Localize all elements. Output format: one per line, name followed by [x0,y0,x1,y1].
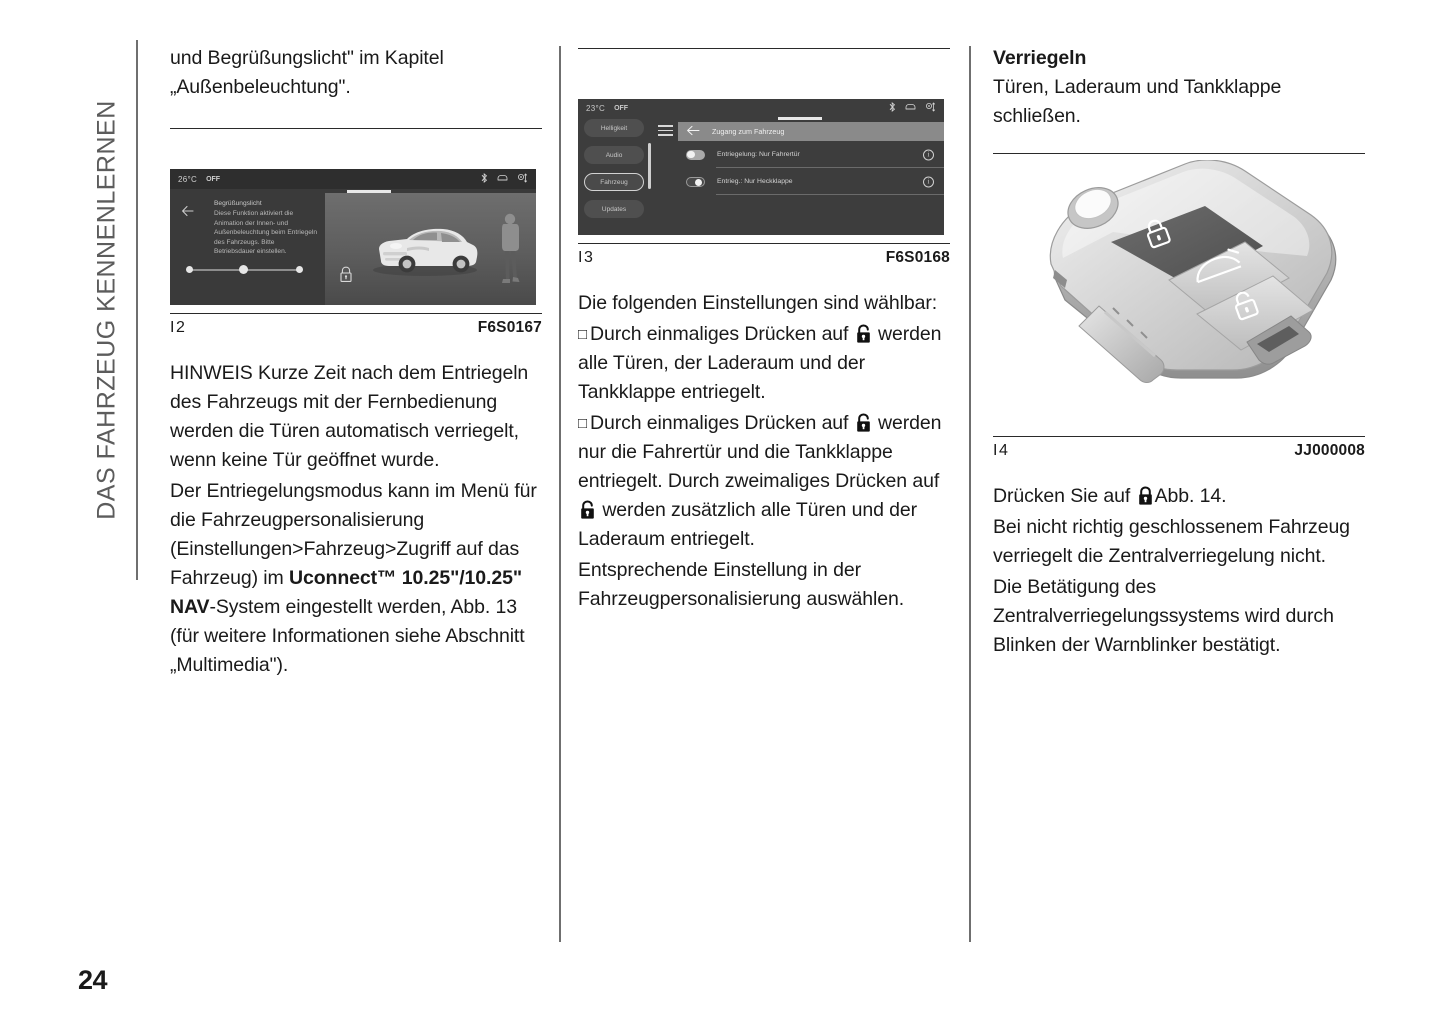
screen-status-bar [170,169,536,189]
column-divider-right [969,46,971,942]
location-icon [925,102,936,114]
sidebar-item-updates[interactable]: Updates [584,200,644,218]
bluetooth-icon [481,173,488,185]
figure-13-caption [578,244,950,267]
unlock-mode-paragraph [170,477,542,680]
unlock-mode-text-tail: -System eingestellt werden, Abb. 13 (für weitere Informationen siehe Abschnitt „Multimedia"). [170,596,525,676]
column-one [170,44,542,682]
section-heading-verriegeln: Verriegeln [993,47,1087,69]
back-arrow-icon[interactable] [686,123,700,141]
figure-14-top-rule [993,153,1365,154]
toggle-driver-door[interactable] [686,150,705,160]
figure-14-caption [993,437,1365,460]
bullet-1-text-a: Durch einmaliges Drücken auf [589,323,849,345]
figure-12-code: F6S0167 [477,319,542,336]
figure-12 [170,128,542,337]
figure-12-top-rule [170,128,542,129]
lock-icon [339,266,353,283]
bullet-2-text-a: Durch einmaliges Drücken auf [589,412,849,434]
car-icon [497,174,508,184]
tab-indicator-2 [778,117,822,120]
screen2-header-bar [678,122,944,141]
uconnect-screen-vehicle-access [578,99,944,235]
column-divider-left [559,46,561,942]
duration-slider[interactable] [186,263,304,277]
figure-13-top-rule [578,48,950,49]
location-icon [517,173,528,185]
chapter-tab [78,40,138,580]
unlock-icon [855,413,872,433]
key-fob-illustration [993,160,1365,428]
welcome-light-title: Begrüßungslicht [214,200,262,207]
bullet-marker: □ [578,326,587,343]
info-icon[interactable]: i [923,149,934,160]
bullet-2-text-c: werden zusätzlich alle Türen und der Laderaum entriegelt. [578,499,918,550]
sidebar-item-audio[interactable]: Audio [584,146,644,164]
car-icon [905,103,916,113]
unlock-mode-text-lead: Der Entriegelungsmodus kann im Menü für die Fahrzeugpersonalisierung (Einstellungen>Fahrzeug>Zugriff auf das Fahrzeug) im [170,480,537,589]
screen-info-panel [170,189,325,305]
screen2-status-bar [578,99,944,117]
tab-indicator [347,190,391,193]
settings-closing: Entsprechende Einstellung in der Fahrzeugpersonalisierung auswählen. [578,559,905,610]
figure-12-number: I2 [170,319,187,336]
screen2-sidebar [578,117,650,235]
setting-row-tailgate[interactable] [678,168,944,195]
bullet-1-text-b: werden alle Türen, der Laderaum und der Tankklappe entriegelt. [578,323,942,403]
screen2-content [650,117,944,235]
page-number: 24 [78,965,108,995]
slider-handle[interactable] [239,265,248,274]
slider-stop-3[interactable] [296,266,303,273]
uconnect-brand: Uconnect™ [289,567,397,589]
welcome-light-description: Diese Funktion aktiviert die Animation der Innen- und Außenbeleuchtung beim Entriegeln des Fahrzeugs. Bitte Betriebsdauer einstellen. [214,210,318,256]
note-paragraph: HINWEIS Kurze Zeit nach dem Entriegeln des Fahrzeugs mit der Fernbedienung werden die Türen automatisch verriegelt, wenn keine Tür geöffnet wurde. [170,362,529,471]
figure-14-number: I4 [993,442,1010,459]
slider-stop-1[interactable] [186,266,193,273]
sidebar-item-fahrzeug[interactable]: Fahrzeug [584,173,644,191]
bluetooth-icon [889,102,896,114]
column-three [993,44,1365,662]
temperature-readout-2: 23°C [586,103,606,113]
lock-note-paragraph-2: Die Betätigung des Zentralverriegelungssystems wird durch Blinken der Warnblinker bestätigt. [993,576,1334,656]
chapter-tab-label: DAS FAHRZEUG KENNENLERNEN [92,100,121,520]
figure-14-code: JJ000008 [1294,442,1365,459]
lock-note-paragraph-1: Bei nicht richtig geschlossenem Fahrzeug verriegelt die Zentralverriegelung nicht. [993,516,1350,567]
temperature-readout: 26°C [178,174,198,184]
lock-icon [1137,486,1154,506]
column-two [578,44,950,616]
unlock-icon [855,324,872,344]
press-instruction [993,482,1365,511]
unlock-icon [579,500,596,520]
toggle-tailgate[interactable] [686,177,705,187]
bullet-marker: □ [578,415,587,432]
press-text-a: Drücken Sie auf [993,485,1131,507]
figure-12-caption [170,314,542,337]
setting-row-driver-door[interactable] [678,141,944,168]
setting-bullet-2 [578,409,950,554]
figure-13 [578,48,950,267]
setting-bullet-1 [578,320,950,407]
car-illustration [363,215,483,282]
figure-13-code: F6S0168 [885,249,950,266]
figure-14 [993,153,1365,460]
bullet-2-text-b: werden nur die Fahrertür und die Tankklappe entriegelt. Durch zweimaliges Drücken auf [578,412,942,492]
uconnect-model: 10.25"/10.25" NAV [170,567,522,618]
press-text-b: Abb. 14. [1154,485,1227,507]
climate-state-label: OFF [206,175,221,183]
uconnect-screen-welcome-light [170,169,536,305]
person-illustration [496,211,522,290]
climate-state-label-2: OFF [614,104,629,112]
screen2-header-title: Zugang zum Fahrzeug [712,127,785,136]
verriegeln-subtitle: Türen, Laderaum und Tankklappe schließen. [993,76,1282,127]
back-arrow-icon[interactable] [180,203,196,219]
settings-intro: Die folgenden Einstellungen sind wählbar: [578,292,938,314]
figure-13-number: I3 [578,249,595,266]
setting-label-tailgate: Entrieg.: Nur Heckklappe [717,178,793,185]
continuation-paragraph: und Begrüßungslicht" im Kapitel „Außenbeleuchtung". [170,47,444,98]
info-icon[interactable]: i [923,176,934,187]
screen-animation-preview [325,193,536,305]
setting-label-driver-door: Entriegelung: Nur Fahrertür [717,151,800,158]
sidebar-item-helligkeit[interactable]: Helligkeit [584,119,644,137]
